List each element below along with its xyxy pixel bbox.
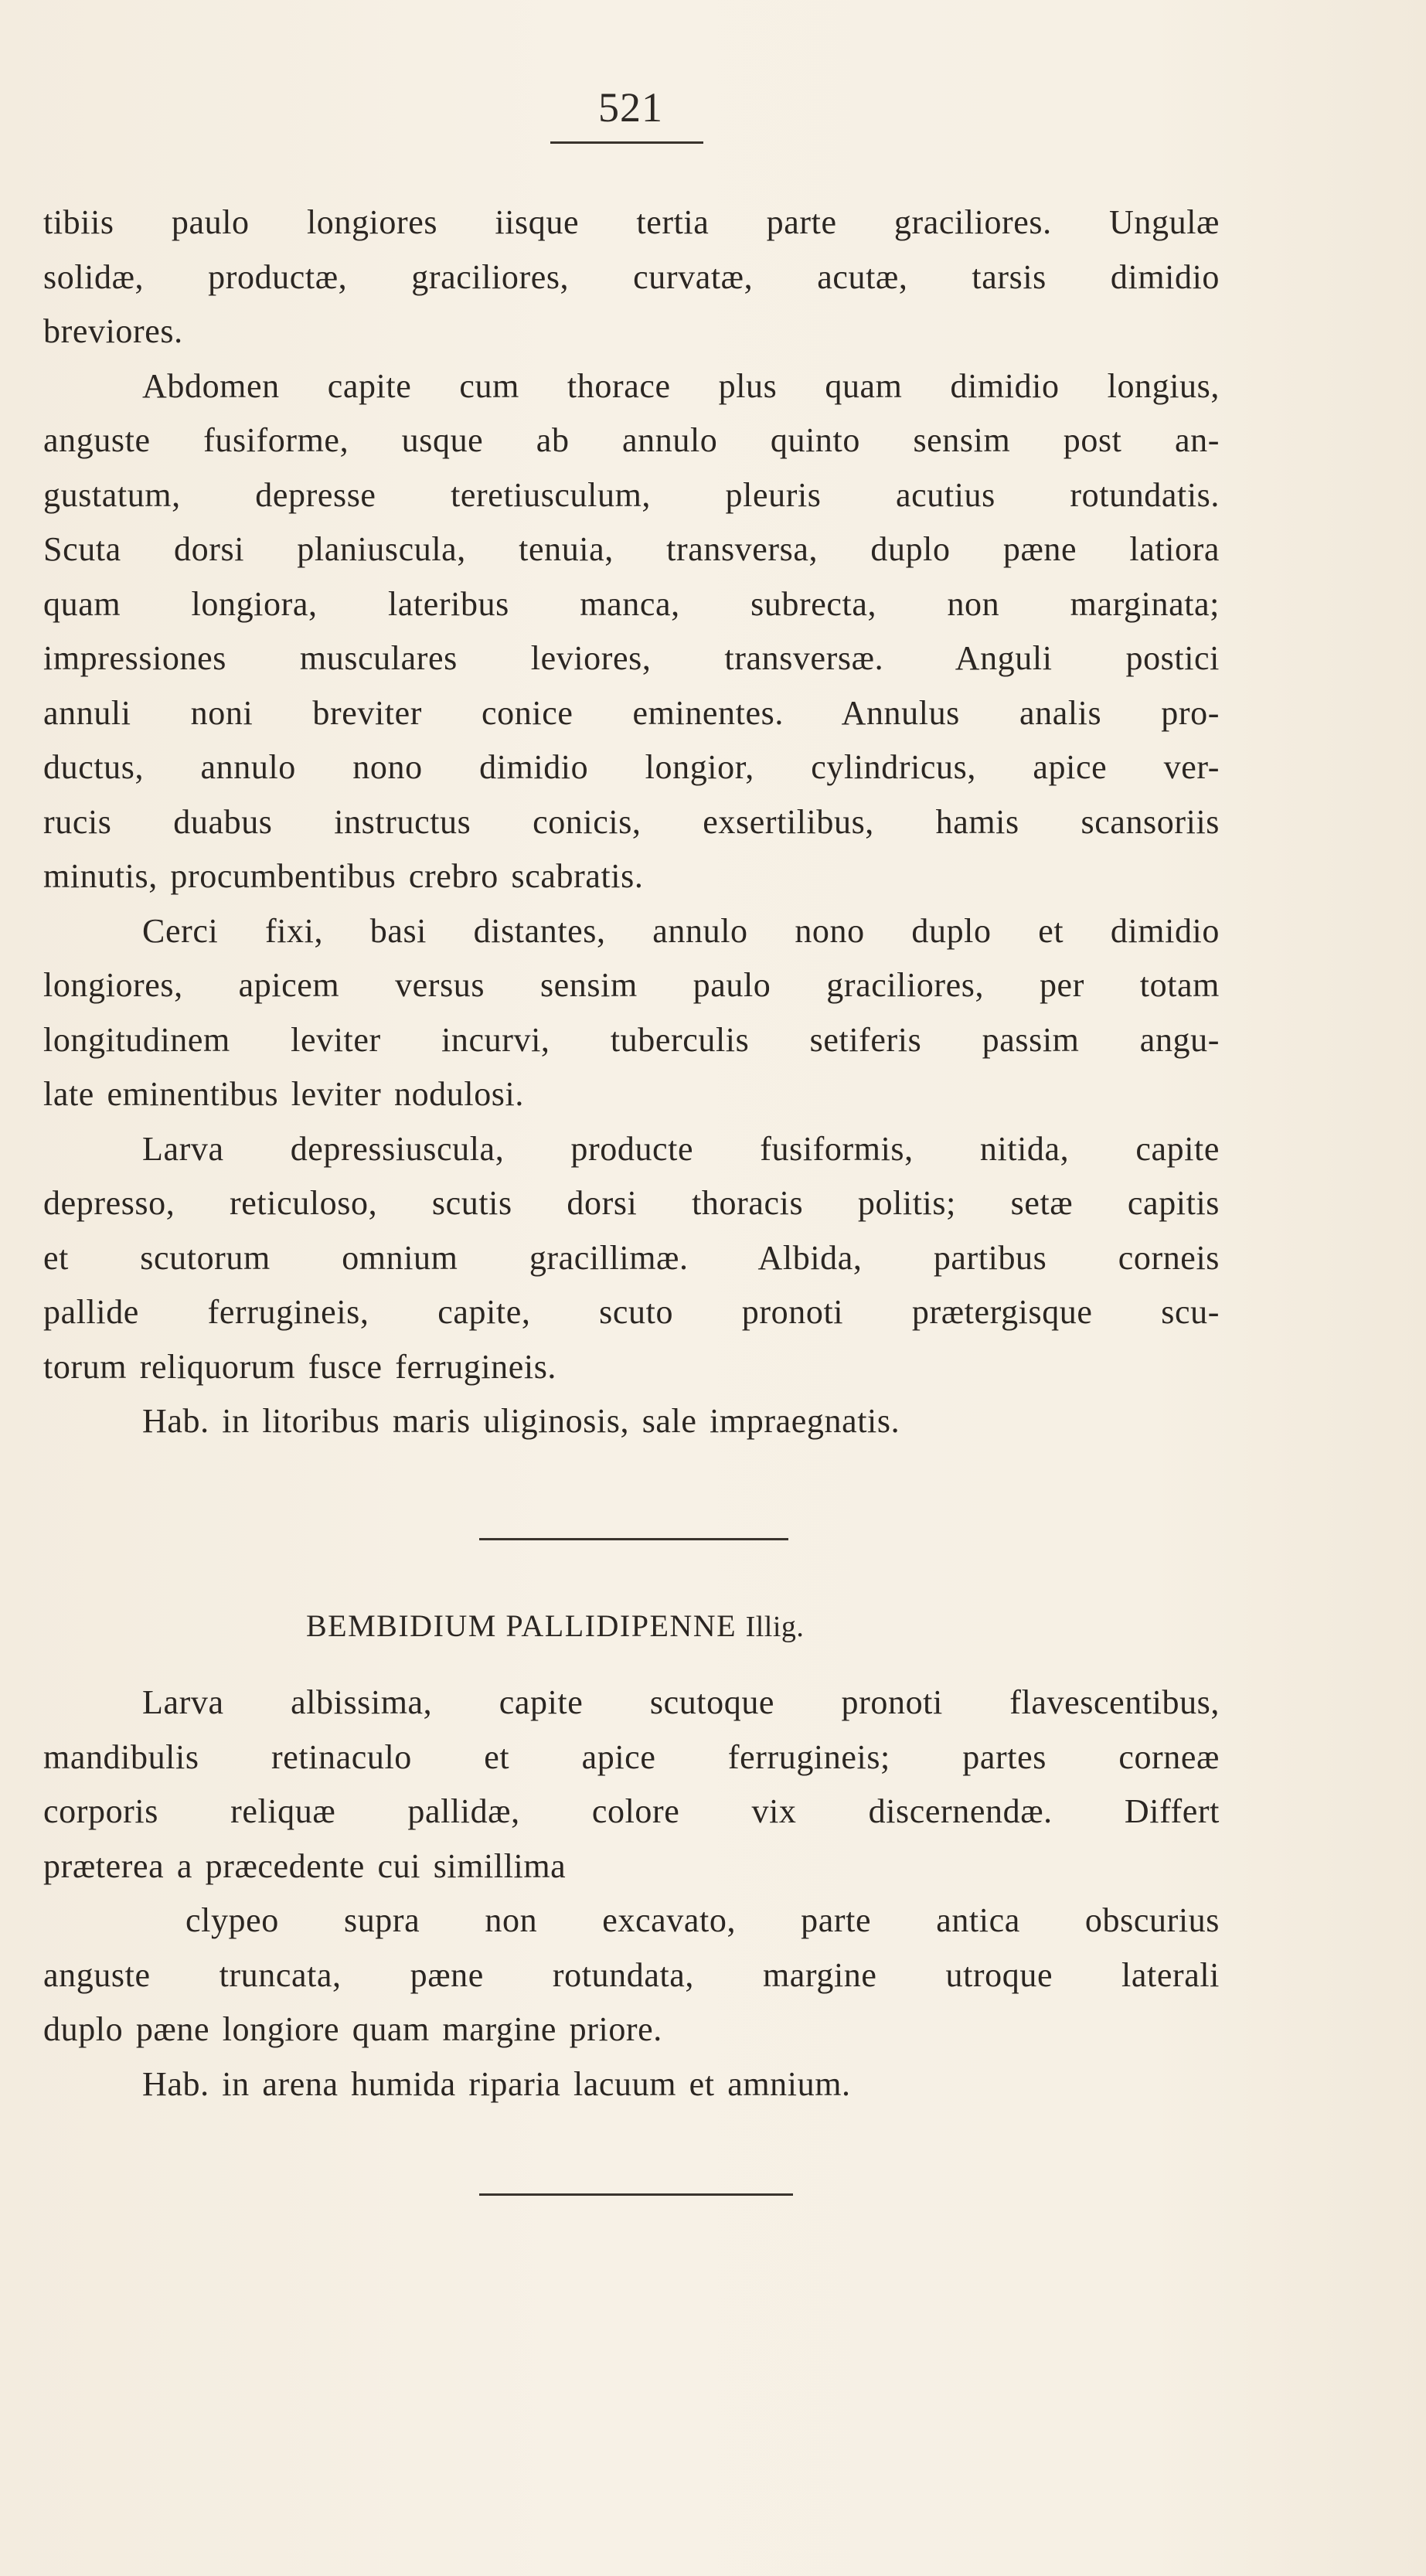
section-2-text bbox=[43, 1676, 1220, 2112]
text-line: ductus, annulo nono dimidio longior, cylindricus, apice ver- bbox=[43, 748, 1220, 786]
species-author: Illig. bbox=[745, 1611, 805, 1643]
page-number: 521 bbox=[598, 84, 663, 131]
text-line: Hab. in litoribus maris uliginosis, sale impraegnatis. bbox=[142, 1402, 900, 1440]
text-line: anguste truncata, pæne rotundata, margine utroque laterali bbox=[43, 1955, 1220, 1994]
text-line: annuli noni breviter conice eminentes. Annulus analis pro- bbox=[43, 693, 1220, 732]
text-line: Larva albissima, capite scutoque pronoti flavescentibus, bbox=[142, 1683, 1220, 1721]
section-heading bbox=[306, 1608, 804, 1644]
text-line: Hab. in arena humida riparia lacuum et amnium. bbox=[142, 2064, 851, 2103]
text-line: Cerci fixi, basi distantes, annulo nono duplo et dimidio bbox=[142, 911, 1220, 950]
text-line: impressiones musculares leviores, transversæ. Anguli postici bbox=[43, 639, 1220, 677]
text-line: Scuta dorsi planiuscula, tenuia, transversa, duplo pæne latiora bbox=[43, 530, 1220, 568]
text-line: duplo pæne longiore quam margine priore. bbox=[43, 2010, 662, 2048]
page-number-rule bbox=[550, 141, 703, 144]
section-1-text bbox=[43, 196, 1220, 1449]
text-line: clypeo supra non excavato, parte antica obscurius bbox=[185, 1901, 1220, 1939]
text-line: Larva depressiuscula, producte fusiformis, nitida, capite bbox=[142, 1129, 1220, 1168]
text-line: solidæ, productæ, graciliores, curvatæ, acutæ, tarsis dimidio bbox=[43, 257, 1220, 296]
text-line: gustatum, depresse teretiusculum, pleuris acutius rotundatis. bbox=[43, 475, 1220, 514]
text-line: pallide ferrugineis, capite, scuto pronoti prætergisque scu- bbox=[43, 1293, 1220, 1331]
text-line: breviores. bbox=[43, 312, 183, 350]
text-line: minutis, procumbentibus crebro scabratis. bbox=[43, 857, 644, 895]
text-line: torum reliquorum fusce ferrugineis. bbox=[43, 1347, 557, 1386]
text-line: late eminentibus leviter nodulosi. bbox=[43, 1075, 524, 1113]
text-line: longiores, apicem versus sensim paulo graciliores, per totam bbox=[43, 966, 1220, 1004]
text-line: rucis duabus instructus conicis, exsertilibus, hamis scansoriis bbox=[43, 802, 1220, 841]
text-line: tibiis paulo longiores iisque tertia parte graciliores. Ungulæ bbox=[43, 203, 1220, 241]
text-line: et scutorum omnium gracillimæ. Albida, partibus corneis bbox=[43, 1238, 1220, 1277]
text-line: Abdomen capite cum thorace plus quam dimidio longius, bbox=[142, 366, 1220, 405]
end-separator bbox=[479, 2193, 793, 2196]
text-line: præterea a præcedente cui simillima bbox=[43, 1846, 567, 1885]
text-line: longitudinem leviter incurvi, tuberculis setiferis passim angu- bbox=[43, 1020, 1220, 1059]
text-line: quam longiora, lateribus manca, subrecta, non marginata; bbox=[43, 584, 1220, 623]
text-line: mandibulis retinaculo et apice ferrugineis; partes corneæ bbox=[43, 1737, 1220, 1776]
text-line: corporis reliquæ pallidæ, colore vix discernendæ. Differt bbox=[43, 1792, 1220, 1830]
section-separator bbox=[479, 1538, 788, 1540]
species-name: BEMBIDIUM PALLIDIPENNE bbox=[306, 1608, 737, 1643]
text-line: depresso, reticuloso, scutis dorsi thoracis politis; setæ capitis bbox=[43, 1184, 1220, 1222]
text-line: anguste fusiforme, usque ab annulo quinto sensim post an- bbox=[43, 421, 1220, 459]
